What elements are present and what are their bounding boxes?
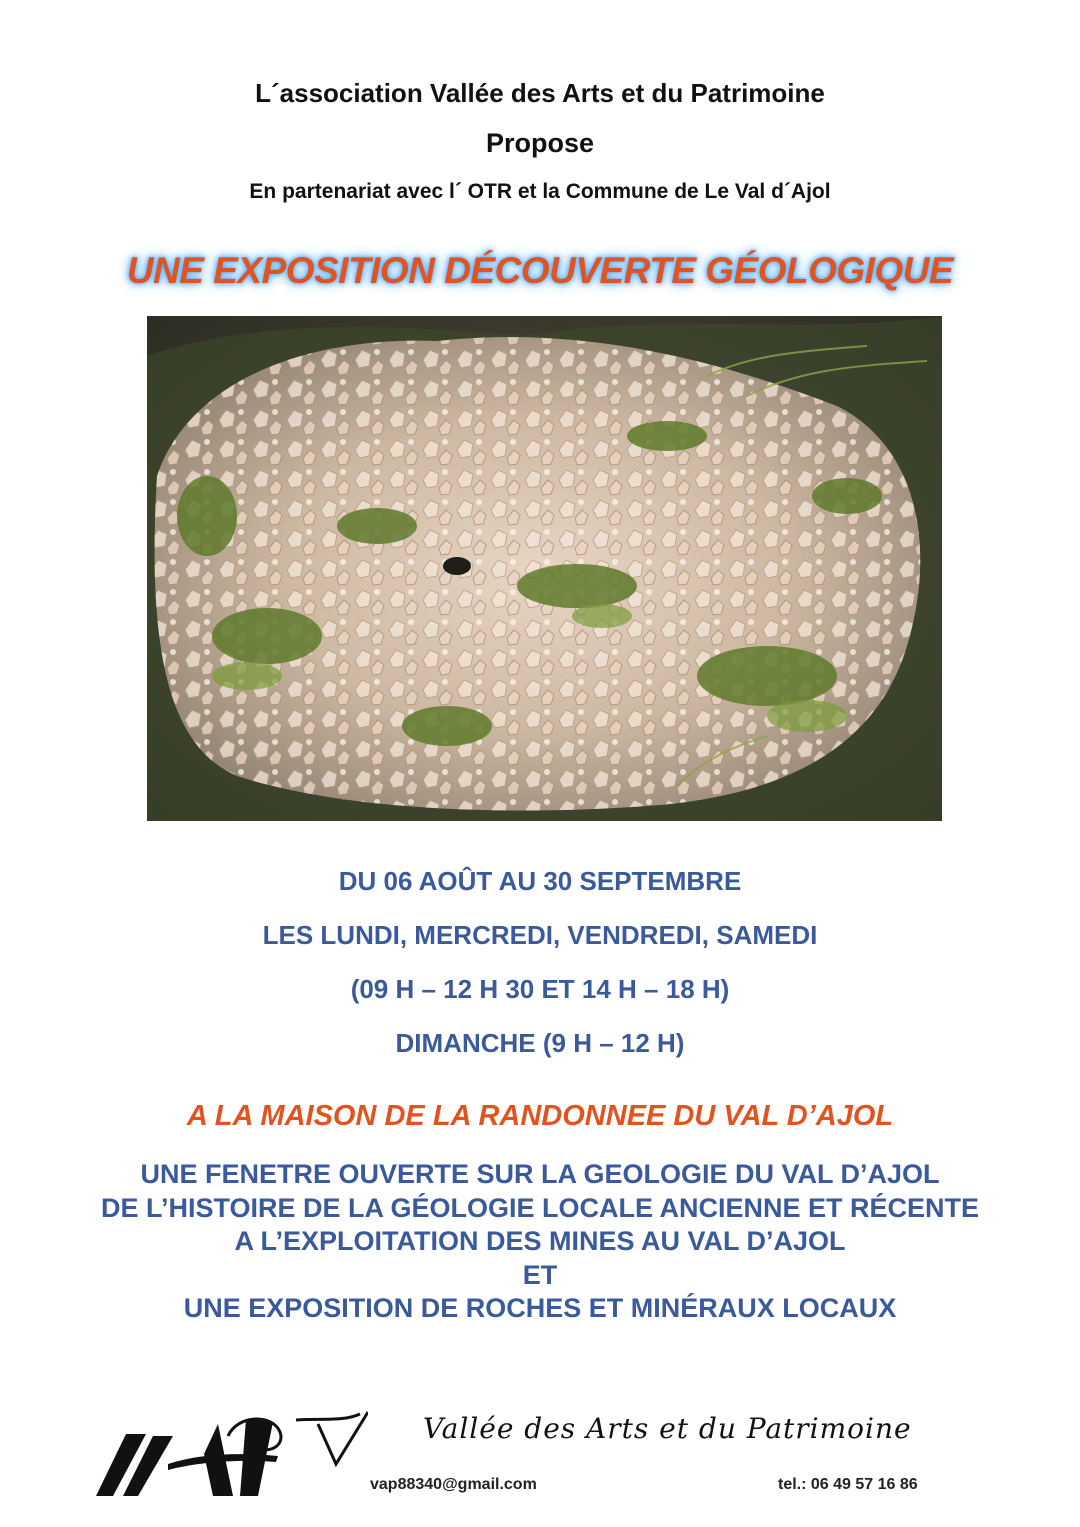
opening-hours: (09 H – 12 H 30 ET 14 H – 18 H) <box>350 974 730 1004</box>
rock-crystal-photo <box>147 316 942 821</box>
association-heading: L´association Vallée des Arts et du Patrimoine <box>255 78 825 108</box>
description-line: UNE EXPOSITION DE ROCHES ET MINÉRAUX LOCAUX <box>183 1293 897 1323</box>
vap-logo-icon <box>68 1404 368 1504</box>
description-line: ET <box>522 1259 558 1290</box>
association-footer <box>68 1404 1012 1504</box>
contact-phone[interactable]: tel.: 06 49 57 16 86 <box>778 1476 918 1493</box>
opening-days: LES LUNDI, MERCREDI, VENDREDI, SAMEDI <box>262 920 818 950</box>
description-line: DE L’HISTOIRE DE LA GÉOLOGIE LOCALE ANCIENNE ET RÉCENTE <box>100 1192 980 1223</box>
venue-heading: A LA MAISON DE LA RANDONNEE DU VAL D’AJOL <box>186 1100 894 1132</box>
exhibition-title: UNE EXPOSITION DÉCOUVERTE GÉOLOGIQUE <box>126 250 954 291</box>
description-line: UNE FENETRE OUVERTE SUR LA GEOLOGIE DU VAL D’AJOL <box>140 1159 940 1189</box>
contact-email[interactable]: vap88340@gmail.com <box>370 1476 537 1493</box>
propose-heading: Propose <box>485 128 595 158</box>
exhibition-description <box>0 1158 1080 1326</box>
sunday-hours: DIMANCHE (9 H – 12 H) <box>395 1028 685 1058</box>
exhibition-dates: DU 06 AOÛT AU 30 SEPTEMBRE <box>338 866 742 896</box>
partnership-line: En partenariat avec l´ OTR et la Commune de Le Val d´Ajol <box>249 180 831 203</box>
association-name-logotype: Vallée des Arts et du Patrimoine <box>423 1412 912 1445</box>
description-line: A L’EXPLOITATION DES MINES AU VAL D’AJOL <box>234 1226 846 1256</box>
